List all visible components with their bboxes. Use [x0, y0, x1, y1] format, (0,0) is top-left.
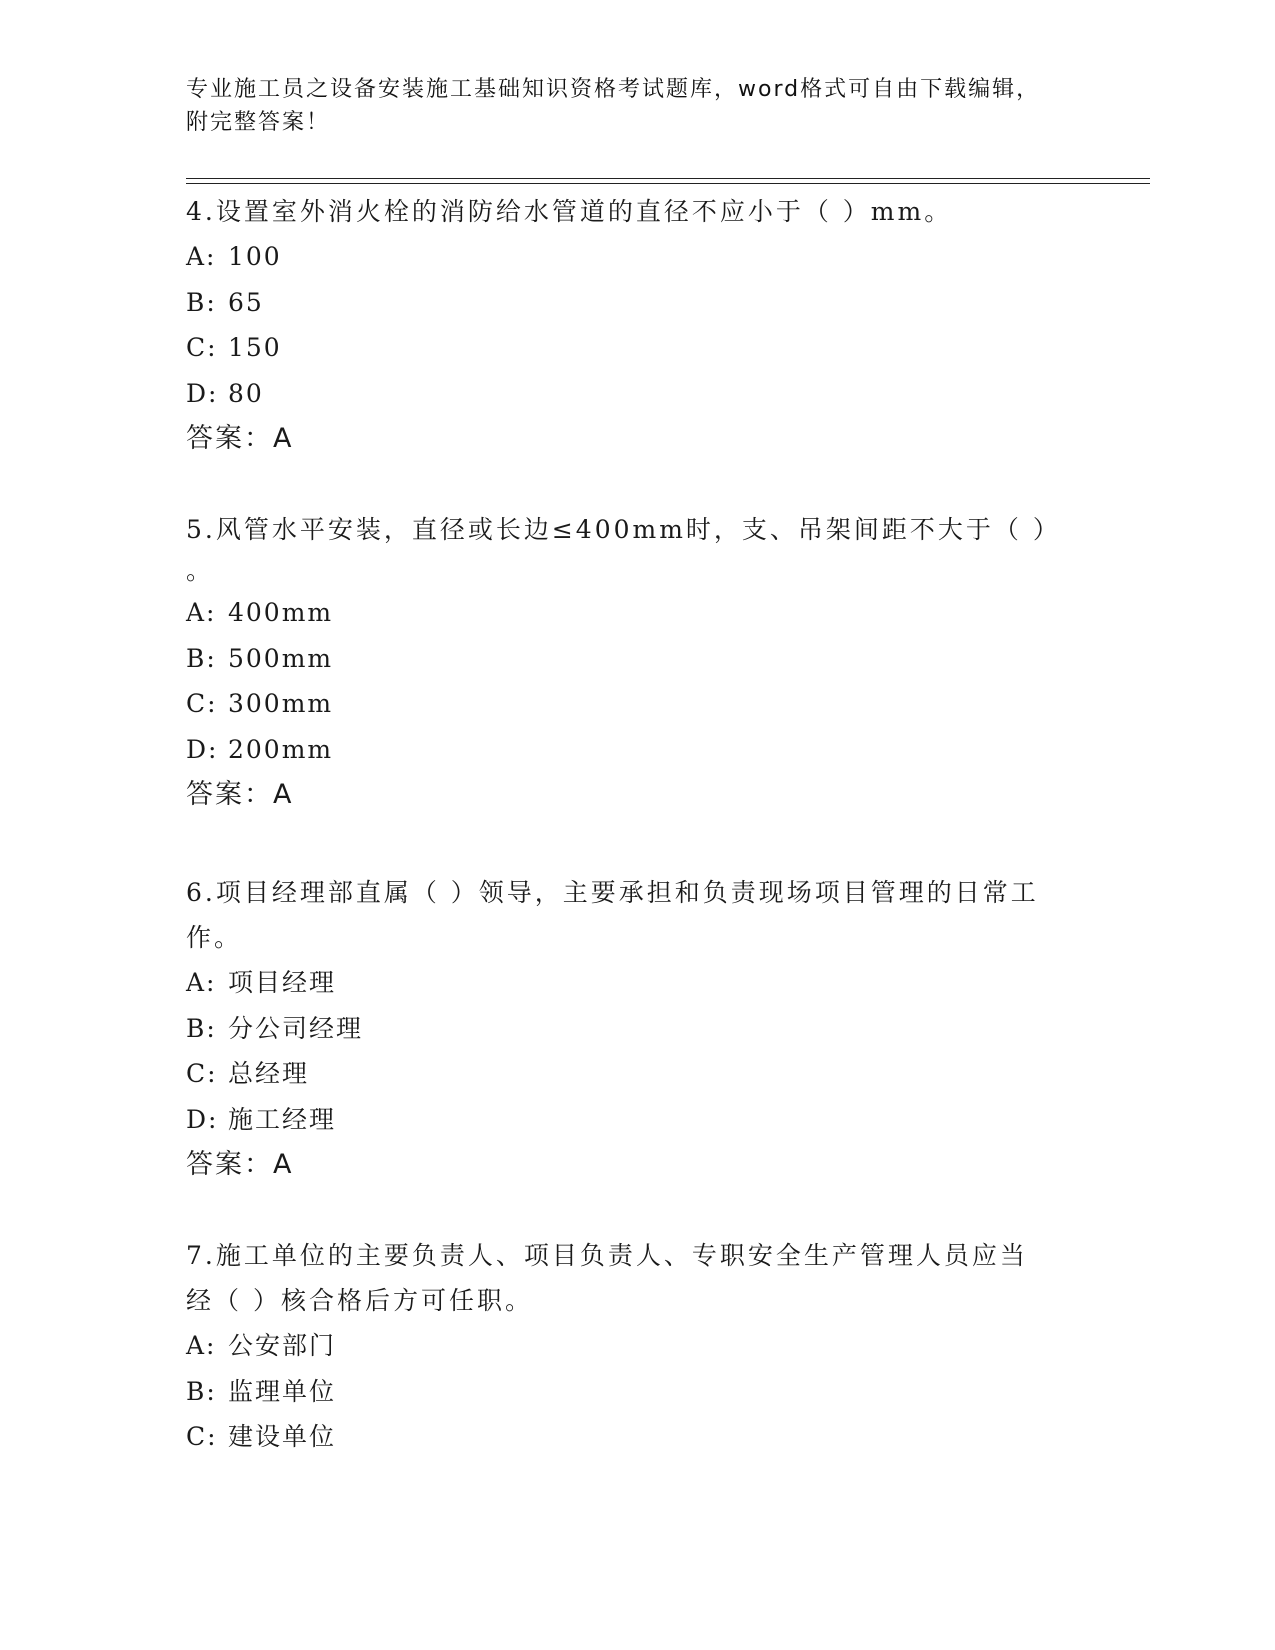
option-value: 500mm [228, 643, 334, 673]
option-a [186, 960, 1066, 1006]
option-c [186, 1414, 1066, 1460]
document-header [186, 73, 1086, 139]
option-c [186, 681, 1066, 727]
option-letter: B: [186, 643, 217, 673]
header-line-2: 附完整答案！ [186, 110, 331, 135]
question-text: 6.项目经理部直属（ ）领导，主要承担和负责现场项目管理的日常工 [186, 878, 1039, 907]
option-letter: A: [186, 598, 217, 627]
option-letter: B: [186, 1376, 217, 1406]
option-d [186, 727, 1066, 773]
header-divider-bottom [186, 183, 1150, 184]
option-value: 监理单位 [228, 1376, 337, 1406]
option-value: 100 [228, 242, 282, 271]
question-text-continued: 作。 [186, 923, 243, 952]
answer-line: 答案：A [186, 1149, 294, 1180]
question-5 [186, 507, 1066, 817]
option-b [186, 1006, 1066, 1052]
option-value: 80 [228, 378, 264, 408]
option-letter: A: [186, 242, 217, 271]
option-value: 400mm [228, 598, 334, 627]
question-text-continued: 经（ ）核合格后方可任职。 [186, 1286, 533, 1315]
option-letter: D: [186, 734, 219, 764]
answer-line: 答案：A [186, 423, 294, 454]
option-c [186, 1051, 1066, 1097]
option-letter: B: [186, 1013, 217, 1043]
option-letter: A: [186, 968, 217, 997]
option-a [186, 590, 1066, 636]
option-value: 施工经理 [228, 1104, 337, 1134]
option-b [186, 1369, 1066, 1415]
option-letter: B: [186, 287, 217, 317]
option-value: 公安部门 [228, 1331, 337, 1360]
question-text-continued: 。 [186, 556, 215, 585]
question-4 [186, 189, 1066, 461]
option-letter: C: [186, 1059, 218, 1088]
option-letter: A: [186, 1331, 217, 1360]
header-divider-top [186, 178, 1150, 179]
option-value: 150 [228, 333, 282, 362]
option-value: 建设单位 [228, 1422, 337, 1451]
option-letter: D: [186, 1104, 219, 1134]
option-a [186, 1323, 1066, 1369]
option-letter: C: [186, 333, 218, 362]
option-c [186, 325, 1066, 371]
question-7 [186, 1233, 1066, 1460]
option-letter: C: [186, 689, 218, 718]
option-b [186, 636, 1066, 682]
option-value: 项目经理 [228, 968, 337, 997]
option-d [186, 1097, 1066, 1143]
question-text: 7.施工单位的主要负责人、项目负责人、专职安全生产管理人员应当 [186, 1241, 1028, 1270]
option-value: 65 [228, 287, 264, 317]
option-letter: D: [186, 378, 219, 408]
option-value: 300mm [228, 689, 334, 718]
option-b [186, 280, 1066, 326]
option-letter: C: [186, 1422, 218, 1451]
option-a [186, 234, 1066, 280]
question-text: 4.设置室外消火栓的消防给水管道的直径不应小于（ ）mm。 [186, 197, 953, 226]
header-line-1: 专业施工员之设备安装施工基础知识资格考试题库，word格式可自由下载编辑， [186, 77, 1041, 102]
question-text: 5.风管水平安装，直径或长边≤400mm时，支、吊架间距不大于（ ） [186, 515, 1061, 544]
option-value: 200mm [228, 734, 334, 764]
option-value: 总经理 [228, 1059, 310, 1088]
option-value: 分公司经理 [228, 1013, 364, 1043]
question-6 [186, 870, 1066, 1187]
option-d [186, 371, 1066, 417]
answer-line: 答案：A [186, 779, 294, 810]
